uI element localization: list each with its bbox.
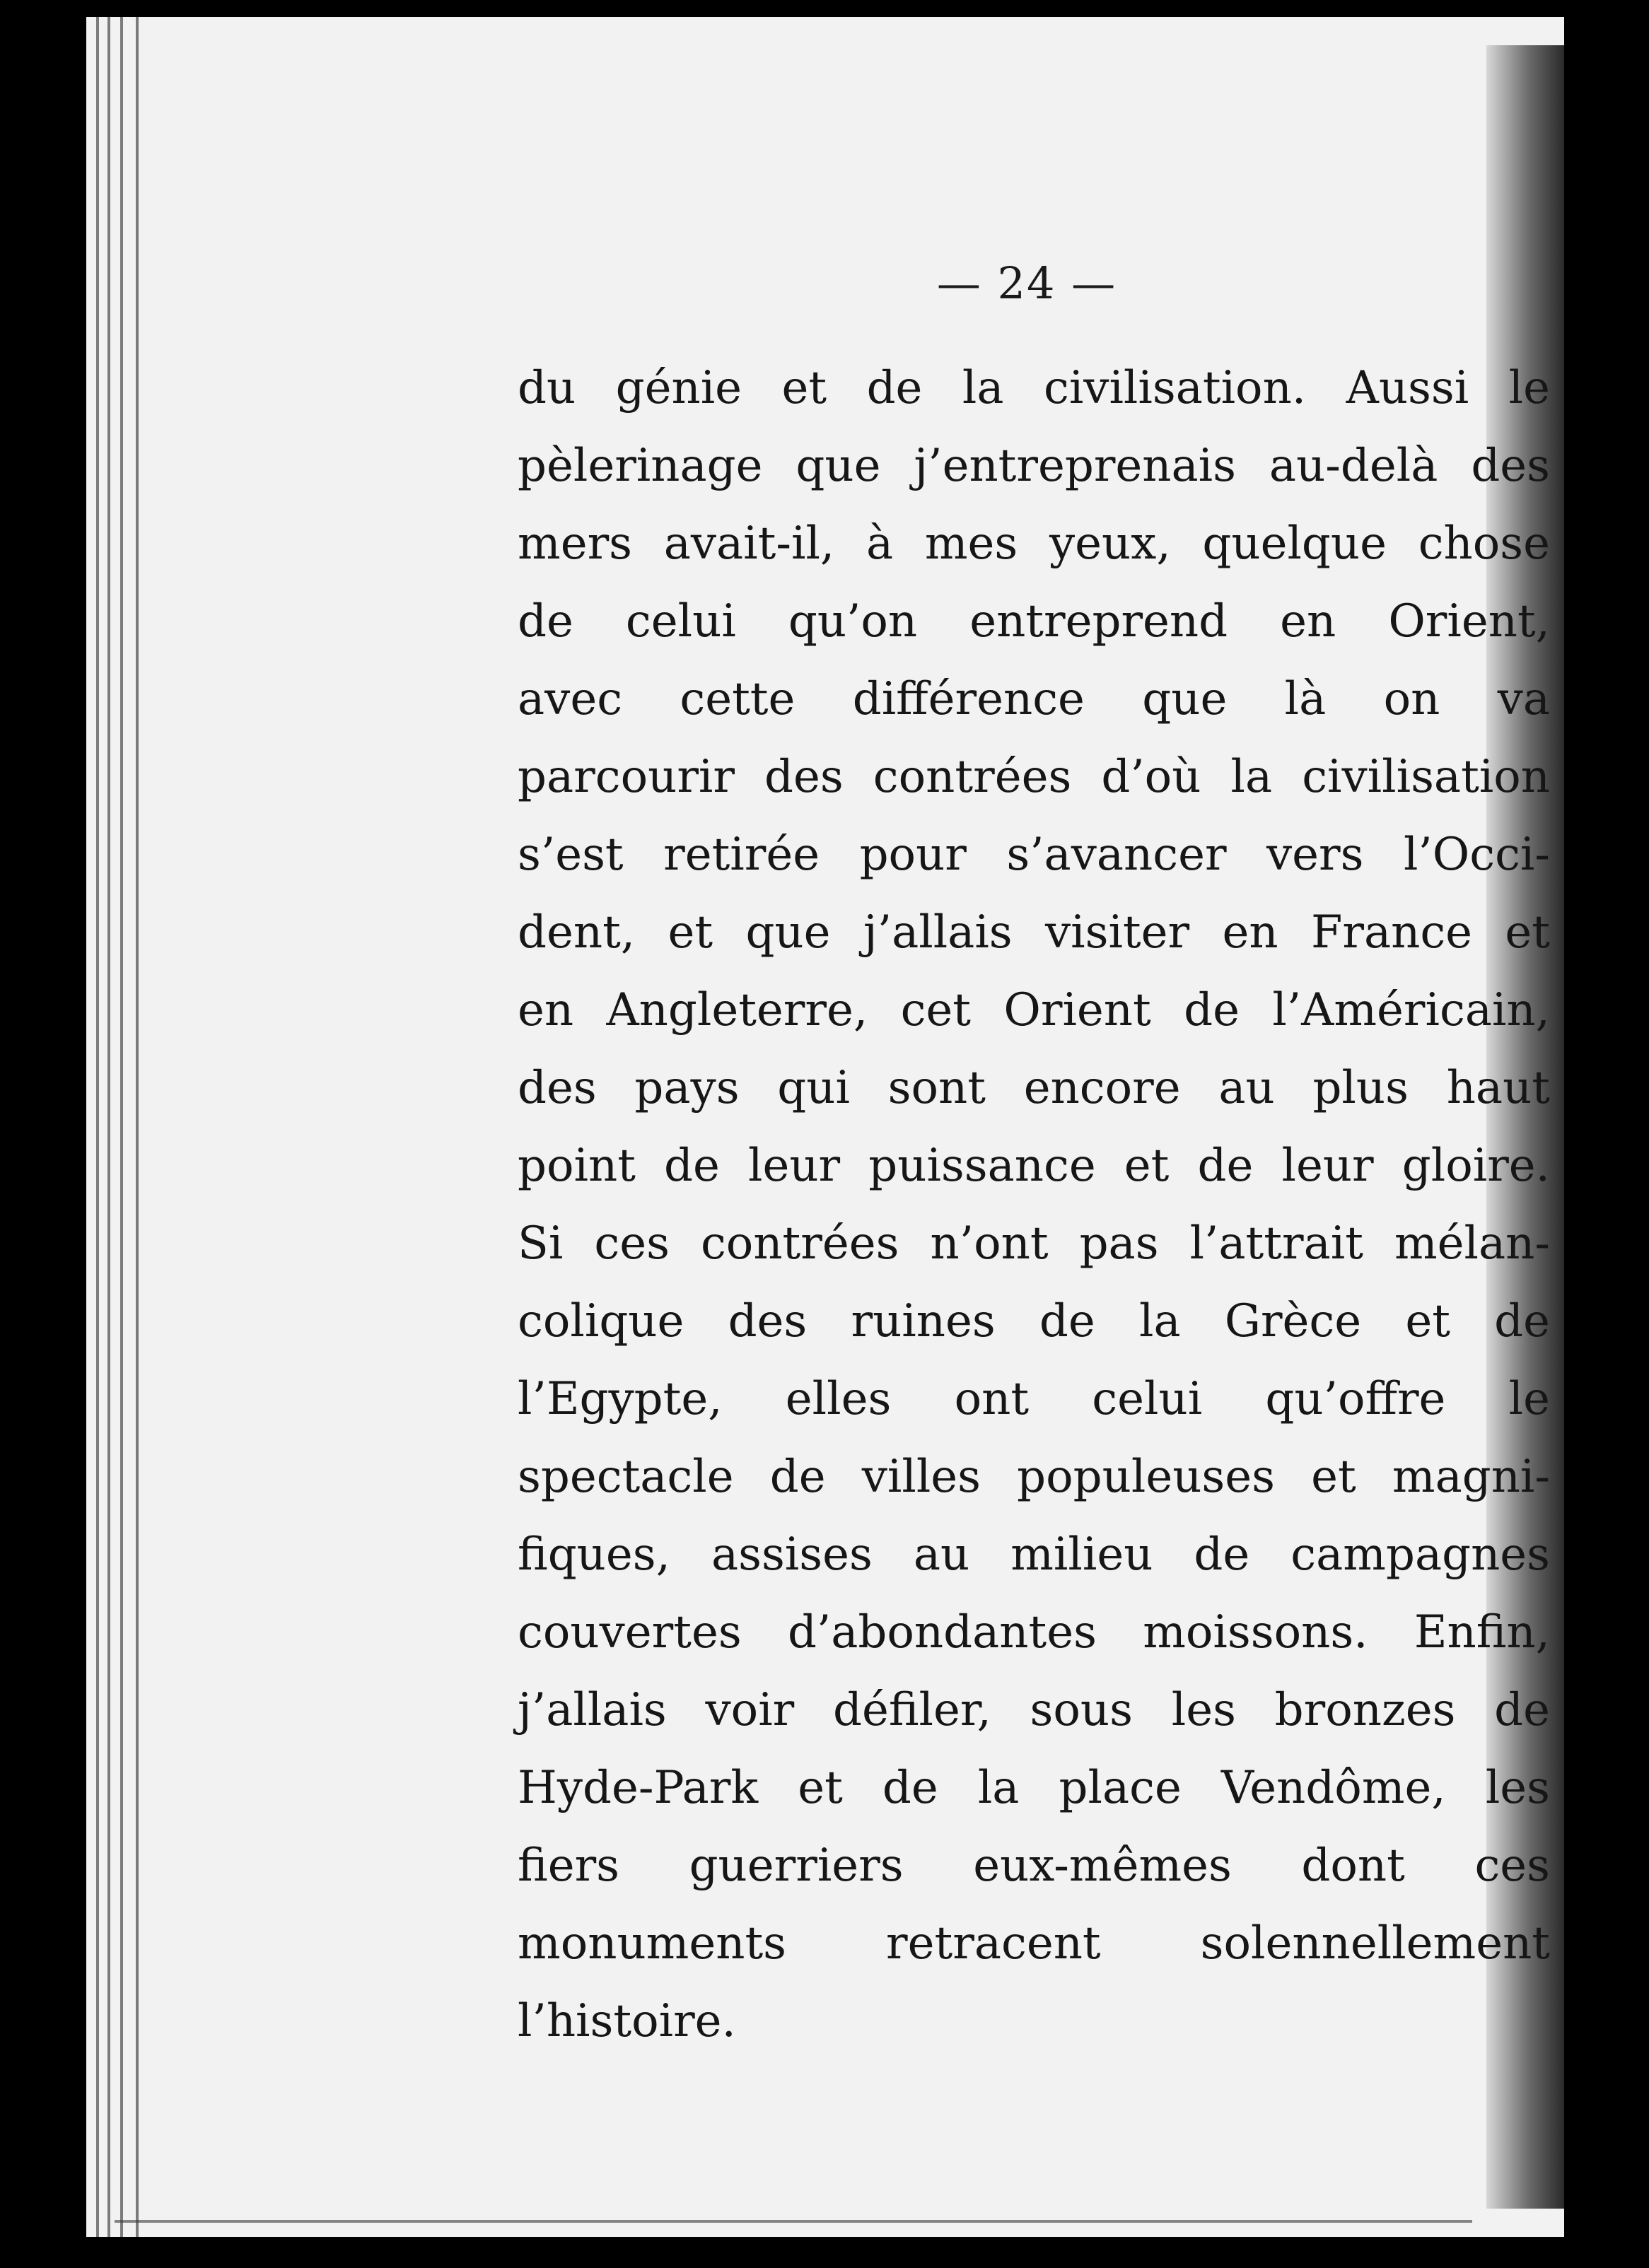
text-line: couvertes d’abondantes moissons. Enfin, [518,1606,1550,1659]
page-edge-line [96,17,99,2237]
text-line: j’allais voir défiler, sous les bronzes de [518,1684,1550,1736]
text-line: de celui qu’on entreprend en Orient, [518,595,1550,648]
text-line: mers avait-il, à mes yeux, quelque chose [518,518,1550,570]
page-bottom-edge [115,2220,1472,2223]
text-line: fiques, assises au milieu de campagnes [518,1528,1550,1581]
text-line: du génie et de la civilisation. Aussi le [518,362,1550,414]
text-line: s’est retirée pour s’avancer vers l’Occi- [518,829,1550,881]
text-line: des pays qui sont encore au plus haut [518,1062,1550,1114]
book-page [86,17,1564,2237]
text-line: colique des ruines de la Grèce et de [518,1295,1550,1348]
text-line: point de leur puissance et de leur gloire. [518,1140,1550,1192]
text-line: dent, et que j’allais visiter en France et [518,906,1550,959]
text-line: monuments retracent solennellement [518,1917,1550,1970]
text-line: l’histoire. [518,1995,736,2047]
page-edge-line [107,17,110,2237]
text-line: parcourir des contrées d’où la civilisation [518,751,1550,803]
body-text [518,349,1550,2060]
text-line: Hyde-Park et de la place Vendôme, les [518,1762,1550,1814]
page-edge-line [136,17,139,2237]
text-line: spectacle de villes populeuses et magni- [518,1451,1550,1503]
text-line: en Angleterre, cet Orient de l’Américain, [518,984,1550,1036]
text-line: pèlerinage que j’entreprenais au-delà des [518,440,1550,492]
text-line: l’Egypte, elles ont celui qu’offre le [518,1373,1550,1425]
text-line: Si ces contrées n’ont pas l’attrait mélan- [518,1217,1550,1270]
page-number: — 24 — [936,257,1117,309]
text-line: fiers guerriers eux-mêmes dont ces [518,1840,1550,1892]
page-edge-line [120,17,123,2237]
text-line: avec cette différence que là on va [518,673,1550,725]
